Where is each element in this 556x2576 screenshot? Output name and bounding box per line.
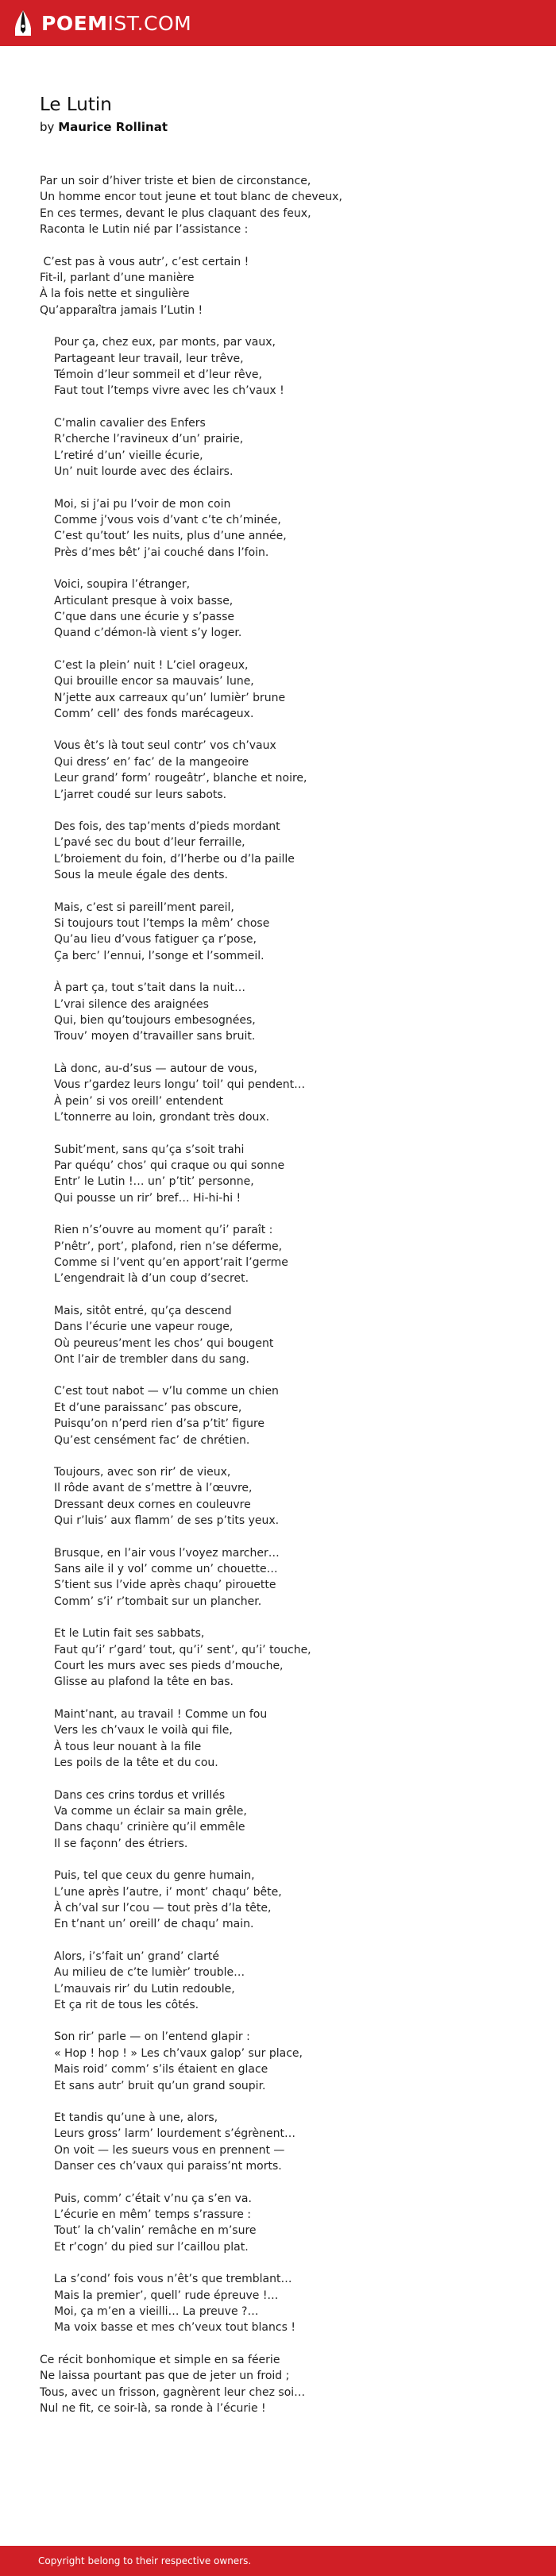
poem-line: Leur grand’ form’ rougeâtr’, blanche et noire, (54, 772, 307, 785)
stanza (40, 1949, 556, 2014)
poem-line: Et r’cogn’ du pied sur l’caillou plat. (54, 2240, 249, 2254)
stanza (40, 1706, 556, 1772)
stanza (40, 2110, 556, 2175)
poem-line: L’vrai silence des araignées (54, 997, 209, 1011)
poem-line: Là donc, au-d’sus — autour de vous, (54, 1062, 257, 1075)
stanza (40, 980, 556, 1045)
poem-line: C’est la plein’ nuit ! L’ciel orageux, (54, 658, 249, 672)
stanza (40, 819, 556, 884)
poem-line: À la fois nette et singulière (40, 287, 190, 301)
stanza (40, 2029, 556, 2094)
poem-line: Faut tout l’temps vivre avec les ch’vaux ! (54, 384, 284, 398)
poem-line: Faut qu’i’ r’gard’ tout, qu’i’ sent’, qu’i’ touche, (54, 1643, 311, 1656)
stanza (40, 2271, 556, 2336)
poem-line: Qu’apparaîtra jamais l’Lutin ! (40, 303, 203, 317)
stanza (40, 1787, 556, 1853)
poem-line: C’malin cavalier des Enfers (54, 416, 206, 430)
poem-line: Son rir’ parle — on l’entend glapir : (54, 2030, 250, 2044)
poem-line: Et d’une paraissanc’ pas obscure, (54, 1401, 242, 1414)
copyright-text: Copyright belong to their respective owners. (38, 2555, 252, 2566)
poem-line: Subit’ment, sans qu’ça s’soit trahi (54, 1143, 245, 1156)
poem-line: Il se façonn’ des étriers. (54, 1837, 188, 1850)
poem-line: C’est tout nabot — v’lu comme un chien (54, 1385, 279, 1398)
poem-line: Entr’ le Lutin !… un’ p’tit’ personne, (54, 1175, 254, 1189)
poem-line: P’nêtr’, port’, plafond, rien n’se déferme, (54, 1240, 283, 1253)
poem-line: L’écurie en mêm’ temps s’rassure : (54, 2208, 252, 2222)
poem-line: Mais la premier’, quell’ rude épreuve !… (54, 2289, 279, 2302)
poem-line: Au milieu de c’te lumièr’ trouble… (54, 1966, 245, 1980)
poem-line: Ça berc’ l’ennui, l’songe et l’sommeil. (54, 949, 264, 962)
poem-line: Raconta le Lutin nié par l’assistance : (40, 223, 249, 237)
poem-line: Danser ces ch’vaux qui paraiss’nt morts. (54, 2160, 282, 2173)
poem-line: Qui, bien qu’toujours embesognées, (54, 1014, 256, 1028)
poem-line: La s’cond’ fois vous n’êt’s que tremblant… (54, 2273, 292, 2286)
poem-line: L’engendrait là d’un coup d’secret. (54, 1272, 249, 1286)
poem-line: Ma voix basse et mes ch’veux tout blancs ! (54, 2321, 295, 2335)
poem-line: Et sans autr’ bruit qu’un grand soupir. (54, 2079, 266, 2092)
stanza (40, 1383, 556, 1448)
poem-line: Partageant leur travail, leur trêve, (54, 352, 244, 365)
poem-title: Le Lutin (40, 94, 112, 115)
poem-line: En ces termes, devant le plus claquant des feux, (40, 206, 311, 220)
poem-line: Ont l’air de trembler dans du sang. (54, 1352, 249, 1366)
stanza (40, 415, 556, 480)
author-link[interactable]: Maurice Rollinat (58, 120, 168, 134)
poem-line: Articulant presque à voix basse, (54, 594, 234, 607)
stanza (40, 577, 556, 642)
stanza (40, 2352, 556, 2417)
poem-line: R’cherche l’ravineux d’un’ prairie, (54, 433, 244, 446)
poem-line: Vous êt’s là tout seul contr’ vos ch’vaux (54, 739, 276, 753)
poem-line: L’retiré d’un’ vieille écurie, (54, 449, 203, 462)
stanza (40, 173, 556, 238)
stanza (40, 1222, 556, 1287)
poem-line: Puis, comm’ c’était v’nu ça s’en va. (54, 2192, 252, 2205)
poem-line: Des fois, des tap’ments d’pieds mordant (54, 820, 280, 833)
poem-line: Qui r’luis’ aux flamm’ de ses p’tits yeux. (54, 1514, 280, 1528)
poem-line: Comme si l’vent qu’en apport’rait l’germe (54, 1255, 288, 1269)
poem-line: L’tonnerre au loin, grondant très doux. (54, 1111, 270, 1124)
poem-content (0, 46, 556, 2417)
site-footer (0, 2546, 556, 2576)
stanza (40, 1625, 556, 1691)
poem-line: Glisse au plafond la tête en bas. (54, 1676, 234, 1689)
poem-line: Pour ça, chez eux, par monts, par vaux, (54, 336, 276, 349)
poem-line: Ce récit bonhomique et simple en sa féerie (40, 2353, 280, 2366)
poem-line: L’broiement du foin, d’l’herbe ou d’la paille (54, 852, 295, 866)
poem-line: Maint’nant, au travail ! Comme un fou (54, 1707, 268, 1721)
stanza (40, 254, 556, 319)
poem-line: Qui brouille encor sa mauvais’ lune, (54, 675, 254, 688)
poem-line: Vers les ch’vaux le voilà qui file, (54, 1724, 233, 1737)
poem-line: Dans chaqu’ crinière qu’il emmêle (54, 1821, 245, 1834)
stanza (40, 496, 556, 561)
poem-line: Mais roid’ comm’ s’ils étaient en glace (54, 2063, 268, 2077)
poem-line: Va comme un éclair sa main grêle, (54, 1804, 247, 1818)
poem-line: Puis, tel que ceux du genre humain, (54, 1869, 255, 1883)
poem-line: Quand c’démon-là vient s’y loger. (54, 627, 242, 640)
poem-line: Fit-il, parlant d’une manière (40, 272, 195, 285)
poem-line: C’est qu’tout’ les nuits, plus d’une année, (54, 530, 287, 543)
poem-line: C’que dans une écurie y s’passe (54, 610, 234, 623)
poem-line: Mais, sitôt entré, qu’ça descend (54, 1304, 232, 1317)
poem-line: Qu’au lieu d’vous fatiguer ça r’pose, (54, 933, 257, 947)
poem-line: Alors, i’s’fait un’ grand’ clarté (54, 1949, 219, 1963)
poem-line: Si toujours tout l’temps la mêm’ chose (54, 917, 270, 931)
poem-line: L’jarret coudé sur leurs sabots. (54, 788, 227, 801)
poem-line: Toujours, avec son rir’ de vieux, (54, 1466, 231, 1479)
poem-line: Les poils de la tête et du cou. (54, 1757, 218, 1770)
poem-line: Qu’est censément fac’ de chrétien. (54, 1433, 250, 1447)
stanza (40, 1142, 556, 1207)
poem-line: Nul ne fit, ce soir-là, sa ronde à l’écurie ! (40, 2402, 266, 2416)
poem-line: L’une après l’autre, i’ mont’ chaqu’ bête, (54, 1885, 282, 1899)
poem-line: Voici, soupira l’étranger, (54, 578, 191, 592)
byline-prefix: by (40, 120, 55, 134)
poem-line: Comme j’vous vois d’vant c’te ch’minée, (54, 513, 281, 526)
poem-line: Un homme encor tout jeune et tout blanc de cheveux, (40, 191, 342, 204)
site-header (0, 0, 556, 46)
poem-line: Et le Lutin fait ses sabbats, (54, 1627, 205, 1641)
poem-line: À ch’val sur l’cou — tout près d’la tête, (54, 1901, 272, 1915)
poem-line: Témoin d’leur sommeil et d’leur rêve, (54, 368, 262, 382)
stanza (40, 334, 556, 399)
poem-line: En t’nant un’ oreill’ de chaqu’ main. (54, 1918, 254, 1931)
poem-line: Mais, c’est si pareill’ment pareil, (54, 900, 234, 914)
poem-line: Tout’ la ch’valin’ remâche en m’sure (54, 2224, 257, 2238)
poem-line: Comm’ cell’ des fonds marécageux. (54, 707, 254, 720)
poem-line: Par un soir d’hiver triste et bien de circonstance, (40, 175, 311, 187)
poem-line: Brusque, en l’air vous l’voyez marcher… (54, 1546, 280, 1560)
poem-line: Un’ nuit lourde avec des éclairs. (54, 465, 234, 479)
poem-line: Vous r’gardez leurs longu’ toil’ qui pendent… (54, 1078, 306, 1092)
poem-line: Où peureus’ment les chos’ qui bougent (54, 1336, 274, 1350)
poem-line: Tous, avec un frisson, gagnèrent leur chez soi… (40, 2385, 306, 2399)
brand-light: IST.COM (107, 11, 192, 35)
poem-body (40, 173, 556, 2417)
poem-line: L’pavé sec du bout d’leur ferraille, (54, 836, 245, 850)
stanza (40, 2191, 556, 2256)
poem-line: Puisqu’on n’perd rien d’sa p’tit’ figure (54, 1417, 265, 1431)
stanza (40, 738, 556, 803)
poem-line: Qui pousse un rir’ bref… Hi-hi-hi ! (54, 1191, 241, 1205)
poem-line: On voit — les sueurs vous en prennent — (54, 2143, 285, 2157)
pen-nib-icon[interactable] (13, 10, 33, 37)
poem-line: À pein’ si vos oreill’ entendent (54, 1094, 223, 1108)
stanza (40, 1868, 556, 1933)
poem-line: Et tandis qu’une à une, alors, (54, 2111, 218, 2124)
poem-line: Dans ces crins tordus et vrillés (54, 1788, 226, 1802)
poem-line: Ne laissa pourtant pas que de jeter un froid ; (40, 2370, 290, 2383)
brand-bold: POEM (41, 11, 108, 35)
stanza (40, 900, 556, 965)
poem-line: N’jette aux carreaux qu’un’ lumièr’ brune (54, 691, 286, 704)
stanza (40, 657, 556, 723)
poem-line: Et ça rit de tous les côtés. (54, 1998, 199, 2011)
poem-line: S’tient sus l’vide après chaqu’ pirouette (54, 1579, 276, 1592)
poem-line: Court les murs avec ses pieds d’mouche, (54, 1660, 284, 1673)
stanza (40, 1303, 556, 1368)
poem-line: Trouv’ moyen d’travailler sans bruit. (54, 1030, 256, 1043)
poem-line: Dans l’écurie une vapeur rouge, (54, 1321, 234, 1334)
stanza (40, 1464, 556, 1529)
poem-line: À part ça, tout s’tait dans la nuit… (54, 981, 246, 995)
poem-line: Sous la meule égale des dents. (54, 869, 228, 882)
poem-line: Il rôde avant de s’mettre à l’œuvre, (54, 1482, 253, 1495)
byline (40, 119, 556, 135)
poem-line: Qui dress’ en’ fac’ de la mangeoire (54, 755, 249, 769)
stanza (40, 1061, 556, 1126)
poem-line: Moi, si j’ai pu l’voir de mon coin (54, 497, 231, 511)
poem-line: Près d’mes bêt’ j’ai couché dans l’foin. (54, 546, 269, 559)
stanza (40, 1545, 556, 1610)
poem-line: Comm’ s’i’ r’tombait sur un plancher. (54, 1595, 262, 1608)
poem-line: C’est pas à vous autr’, c’est certain ! (40, 255, 249, 268)
poem-line: Sans aile il y vol’ comme un’ chouette… (54, 1563, 278, 1576)
poem-line: Leurs gross’ larm’ lourdement s’égrènent… (54, 2127, 296, 2141)
poem-line: Rien n’s’ouvre au moment qu’i’ paraît : (54, 1224, 273, 1237)
poem-line: « Hop ! hop ! » Les ch’vaux galop’ sur place, (54, 2046, 303, 2060)
poem-line: À tous leur nouant à la file (54, 1740, 202, 1753)
poem-line: L’mauvais rir’ du Lutin redouble, (54, 1982, 235, 1996)
poem-line: Moi, ça m’en a vieilli… La preuve ?… (54, 2305, 259, 2319)
site-logo[interactable] (41, 13, 191, 33)
poem-line: Par quéqu’ chos’ qui craque ou qui sonne (54, 1159, 285, 1172)
poem-line: Dressant deux cornes en couleuvre (54, 1498, 251, 1511)
